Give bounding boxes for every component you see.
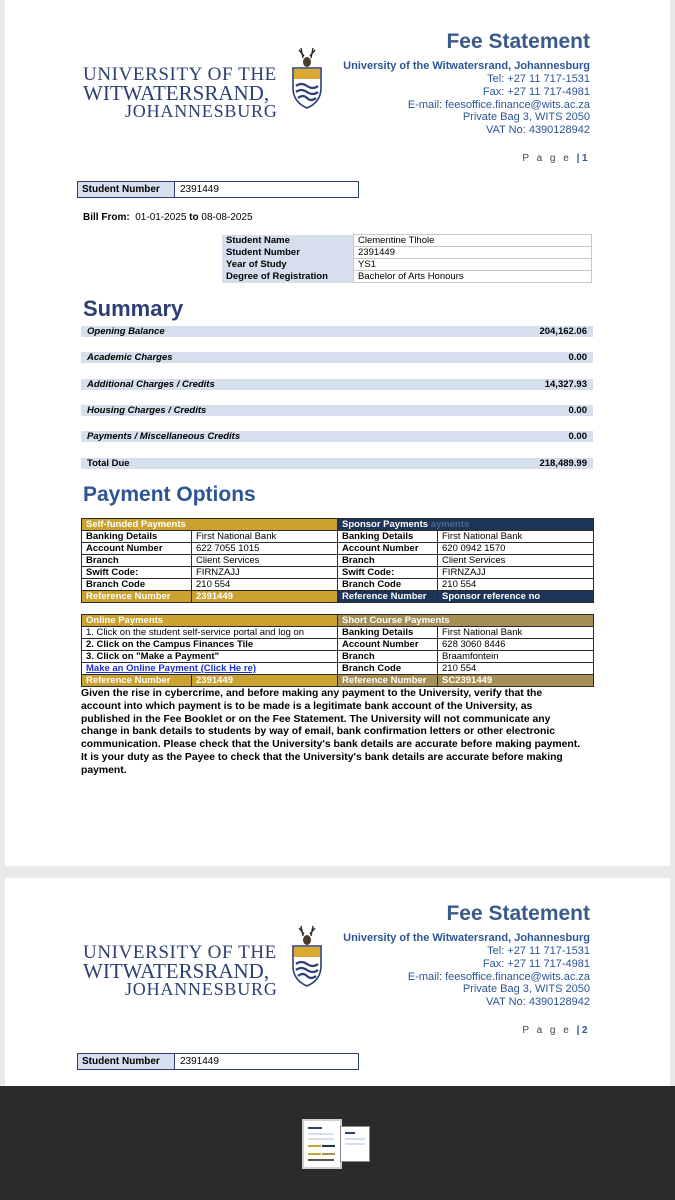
- student-number-box: Student Number 2391449: [77, 1053, 359, 1070]
- table-row: Year of Study YS1: [222, 259, 592, 271]
- address: Private Bag 3, WITS 2050: [462, 111, 590, 124]
- email: E-mail: feesoffice.finance@wits.ac.za: [407, 98, 590, 111]
- self-funded-title: Self-funded Payments: [82, 519, 338, 531]
- logo-line-1: UNIVERSITY OF THE: [83, 64, 277, 85]
- student-number-value: 2391449: [180, 184, 219, 195]
- table-row: Branch Client Services Branch Client Services: [82, 555, 594, 567]
- coat-of-arms-icon: [291, 44, 323, 112]
- table-row: [82, 615, 594, 627]
- table-row: Account Number 622 7055 1015 Account Number 620 0942 1570: [82, 543, 594, 555]
- statement-page-2: [5, 878, 670, 1086]
- statement-page-1: [5, 0, 670, 866]
- table-row: 3. Click on "Make a Payment" Branch Braamfontein: [82, 651, 594, 663]
- page-thumbnail-bar: [0, 1086, 675, 1200]
- table-row: Reference Number 2391449 Reference Number Sponsor reference no: [82, 591, 594, 603]
- table-row: Student Name Clementine Tlhole: [222, 235, 592, 247]
- summary-row: Additional Charges / Credits 14,327.93: [81, 379, 593, 390]
- student-info-table: [222, 234, 592, 283]
- short-course-title: Short Course Payments: [338, 615, 594, 627]
- online-payment-link[interactable]: Make an Online Payment (Click He re): [86, 663, 257, 674]
- student-number-box: [77, 181, 359, 198]
- page-number: P a g e |1: [522, 153, 590, 164]
- page-thumbnail-2[interactable]: [340, 1126, 370, 1162]
- table-row: Banking Details First National Bank Banking Details First National Bank: [82, 531, 594, 543]
- online-payments-title: Online Payments: [82, 615, 338, 627]
- table-row: Swift Code: FIRNZAJJ Swift Code: FIRNZAJJ: [82, 567, 594, 579]
- coat-of-arms-icon: [291, 922, 323, 990]
- payment-table-bottom: [81, 614, 594, 687]
- bill-period: Bill From: 01-01-2025 to 08-08-2025: [83, 212, 253, 223]
- cybercrime-warning: Given the rise in cybercrime, and before making any payment to the University, verify that the account into which payment is to be made is a legitimate bank account of the University, as published in the Fee Booklet or on the Fee Statement. The University will not communicate any change in bank details to students by way of email, bank confirmation letters or other electronic communication. Please check that the University's bank details are accurate before making payment. It is your duty as the Payee to check that the University's bank details are accurate before making payment.: [81, 688, 581, 776]
- table-row: 1. Click on the student self-service portal and log on Banking Details First National Bank: [82, 627, 594, 639]
- logo-line-3: JOHANNESBURG: [125, 101, 278, 121]
- summary-row: Opening Balance 204,162.06: [81, 326, 593, 337]
- page-number: P a g e |2: [522, 1025, 590, 1036]
- vat-number: VAT No: 4390128942: [486, 124, 590, 137]
- statement-header: [343, 30, 590, 137]
- payment-table-top: [81, 518, 594, 603]
- university-name: University of the Witwatersrand, Johannesburg: [343, 60, 590, 72]
- summary-row: Housing Charges / Credits 0.00: [81, 405, 593, 416]
- statement-title: Fee Statement: [446, 30, 590, 53]
- logo-line-2: WITWATERSRAND,: [83, 81, 270, 105]
- phone: Tel: +27 11 717-1531: [487, 73, 590, 85]
- payment-options-heading: Payment Options: [83, 483, 256, 506]
- university-logo: UNIVERSITY OF THE WITWATERSRAND, JOHANNESBURG: [83, 922, 293, 1004]
- page-thumbnail-1[interactable]: [302, 1119, 342, 1169]
- table-row: [82, 519, 594, 531]
- table-row: Make an Online Payment (Click He re) Branch Code 210 554: [82, 663, 594, 675]
- summary-row: Payments / Miscellaneous Credits 0.00: [81, 431, 593, 442]
- table-row: 2. Click on the Campus Finances Tile Account Number 628 3060 8446: [82, 639, 594, 651]
- student-number-label: Student Number: [78, 182, 175, 197]
- summary-row: Academic Charges 0.00: [81, 352, 593, 363]
- table-row: Branch Code 210 554 Branch Code 210 554: [82, 579, 594, 591]
- university-logo: [83, 44, 293, 126]
- fax: Fax: +27 11 717-4981: [482, 85, 590, 98]
- sponsor-title: Sponsor Payments ayments: [338, 519, 594, 531]
- table-row: Degree of Registration Bachelor of Arts Honours: [222, 271, 592, 283]
- statement-header: Fee Statement University of the Witwatersrand, Johannesburg Tel: +27 11 717-1531 Fax: +27 11 717-4981 E-mail: feesoffice.finance@wits.ac.za Private Bag 3, WITS 2050 VAT No: 4390128942: [343, 902, 590, 1009]
- table-row: Reference Number 2391449 Reference Number SC2391449: [82, 675, 594, 687]
- summary-total-row: Total Due 218,489.99: [81, 458, 593, 469]
- summary-heading: Summary: [83, 296, 184, 321]
- table-row: Student Number 2391449: [222, 247, 592, 259]
